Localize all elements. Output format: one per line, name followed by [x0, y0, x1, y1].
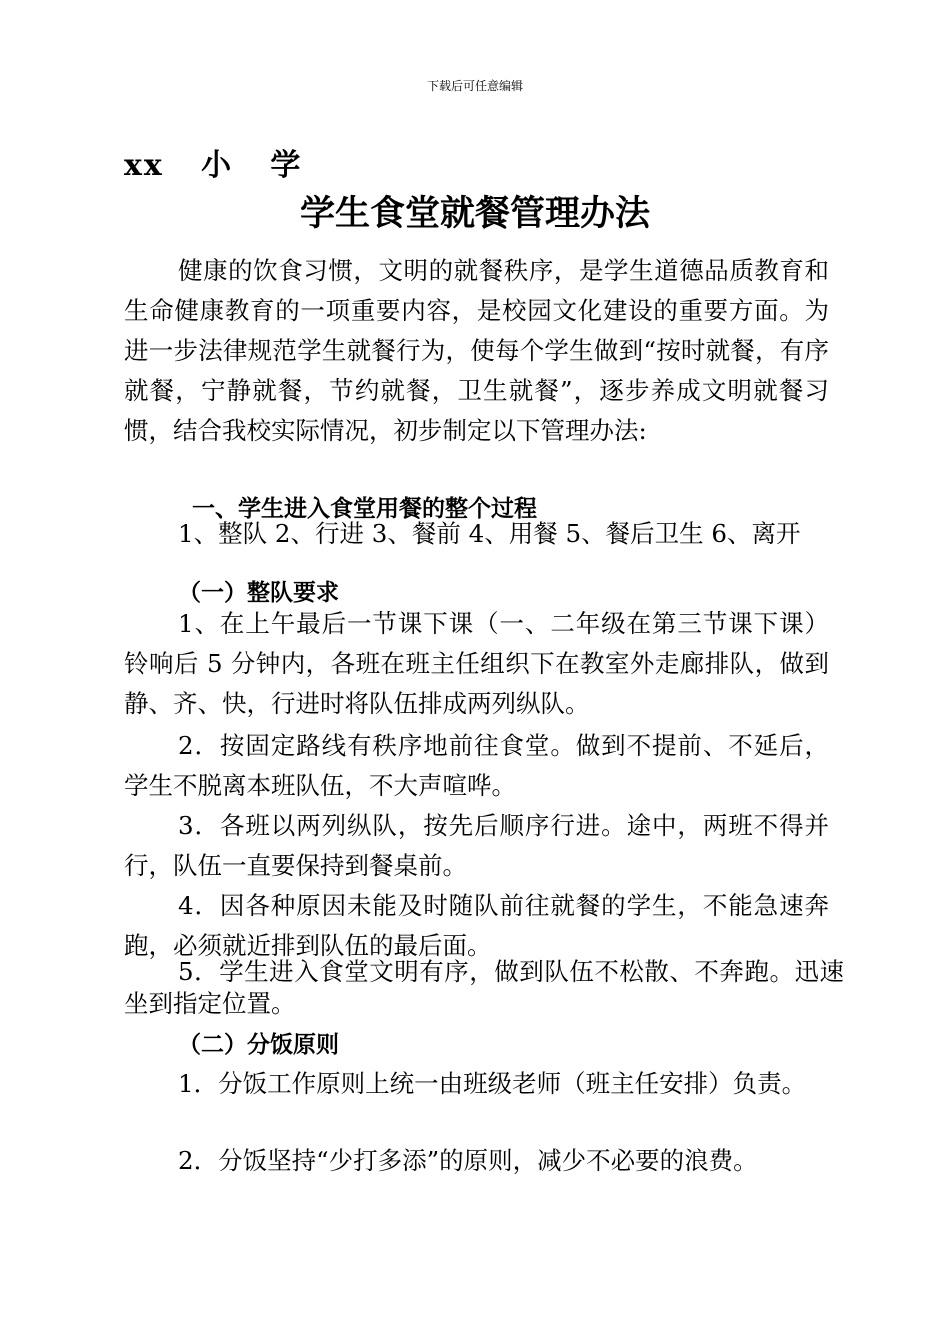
school-name: xx 小 学 — [124, 148, 303, 183]
header-note: 下载后可任意编辑 — [426, 79, 523, 93]
serving-rule-2: 2．分饭坚持“少打多添”的原则，减少不必要的浪费。 — [178, 1146, 758, 1175]
subsection-heading-serving: （二）分饭原则 — [178, 1032, 339, 1058]
queue-rule-1: 1、在上午最后一节课下课（一、二年级在第三节课下课）铃响后 5 分钟内，各班在班主任组织下在教室外走廊排队，做到静、齐、快，行进时将队伍排成两列纵队。 — [124, 609, 829, 718]
queue-rule-4: 4．因各种原因未能及时随队前往就餐的学生，不能急速奔跑，必须就近排到队伍的最后面。 — [124, 891, 829, 960]
queue-rule-2: 2．按固定路线有秩序地前往食堂。做到不提前、不延后，学生不脱离本班队伍，不大声喧哗。 — [124, 731, 829, 800]
serving-rule-1: 1．分饭工作原则上统一由班级老师（班主任安排）负责。 — [178, 1069, 807, 1098]
queue-rule-5: 5．学生进入食堂文明有序，做到队伍不松散、不奔跑。迅速坐到指定位置。 — [124, 957, 844, 1018]
process-steps: 1、整队 2、行进 3、餐前 4、用餐 5、餐后卫生 6、离开 — [178, 519, 801, 548]
document-title: 学生食堂就餐管理办法 — [299, 194, 650, 234]
queue-rule-3: 3．各班以两列纵队，按先后顺序行进。途中，两班不得并行，队伍一直要保持到餐桌前。 — [124, 811, 829, 880]
intro-paragraph: 健康的饮食习惯，文明的就餐秩序，是学生道德品质教育和生命健康教育的一项重要内容，是校园文化建设的重要方面。为进一步法律规范学生就餐行为，使每个学生做到“按时就餐，有序就餐，宁静就餐，节约就餐，卫生就餐”，逐步养成文明就餐习惯，结合我校实际情况，初步制定以下管理办法: — [124, 256, 829, 445]
section-heading-1: 一、学生进入食堂用餐的整个过程 — [192, 496, 537, 522]
subsection-heading-queue: （一）整队要求 — [178, 580, 339, 606]
